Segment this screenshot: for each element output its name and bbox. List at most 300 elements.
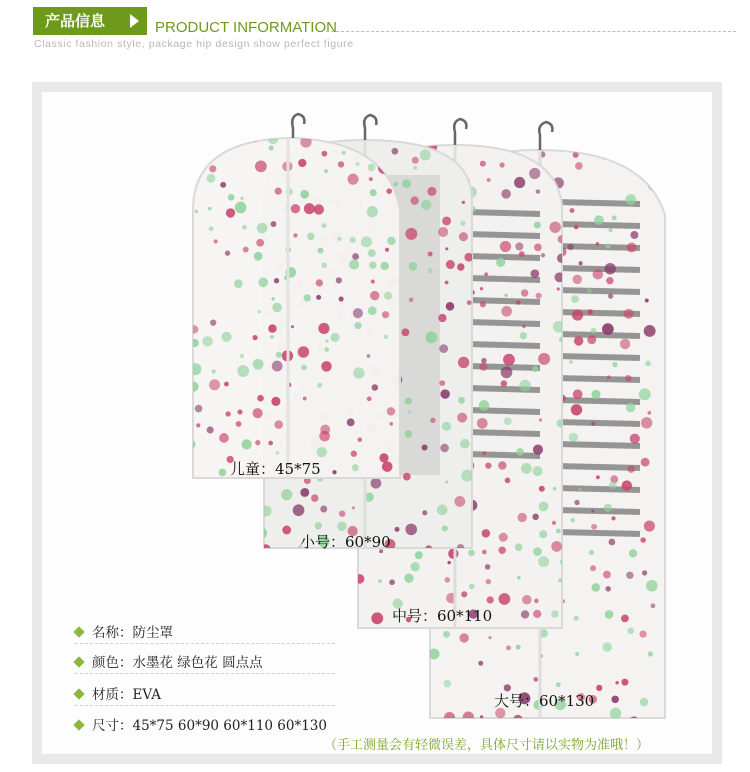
- polka-dot: [219, 469, 227, 477]
- polka-dot: [532, 366, 538, 372]
- polka-dot: [612, 362, 617, 367]
- polka-dot: [611, 696, 618, 703]
- polka-dot: [501, 366, 513, 378]
- polka-dot: [641, 417, 652, 428]
- polka-dot: [513, 715, 522, 724]
- polka-dot: [368, 249, 376, 257]
- polka-dot: [228, 194, 235, 201]
- polka-dot: [607, 375, 611, 379]
- size-label-small: 小号：60*90: [300, 533, 391, 551]
- polka-dot: [438, 314, 446, 322]
- polka-dot: [469, 583, 475, 589]
- polka-dot: [606, 146, 614, 154]
- polka-dot: [208, 207, 212, 211]
- polka-dot: [268, 324, 276, 332]
- polka-dot: [298, 346, 310, 358]
- polka-dot: [356, 162, 360, 166]
- polka-dot: [640, 698, 649, 707]
- polka-dot: [644, 521, 655, 532]
- polka-dot: [556, 682, 561, 687]
- size-label-child: 儿童：45*75: [230, 460, 321, 478]
- polka-dot: [460, 439, 470, 449]
- polka-dot: [272, 361, 283, 372]
- polka-dot: [498, 546, 506, 554]
- polka-dot: [642, 570, 647, 575]
- polka-dot: [190, 325, 198, 333]
- polka-dot: [603, 571, 611, 579]
- polka-dot: [486, 579, 491, 584]
- polka-dot: [645, 299, 649, 303]
- polka-dot: [293, 504, 305, 516]
- polka-dot: [209, 226, 214, 231]
- polka-dot: [202, 336, 212, 346]
- polka-dot: [337, 522, 347, 532]
- polka-dot: [591, 390, 600, 399]
- polka-dot: [274, 420, 283, 429]
- polka-dot: [646, 580, 658, 592]
- polka-dot: [643, 165, 650, 172]
- polka-dot: [606, 277, 613, 284]
- polka-dot: [591, 583, 600, 592]
- polka-dot: [332, 470, 336, 474]
- polka-dot: [393, 182, 398, 187]
- polka-dot: [370, 189, 377, 196]
- polka-dot: [258, 278, 268, 288]
- polka-dot: [620, 339, 630, 349]
- polka-dot: [514, 177, 525, 188]
- polka-dot: [533, 547, 542, 556]
- polka-dot: [234, 279, 243, 288]
- polka-dot: [605, 586, 610, 591]
- polka-dot: [257, 395, 264, 402]
- polka-dot: [325, 340, 328, 343]
- polka-dot: [596, 242, 600, 246]
- polka-dot: [405, 228, 417, 240]
- spec-divider: [75, 643, 335, 644]
- polka-dot: [252, 335, 257, 340]
- polka-dot: [317, 383, 322, 388]
- polka-dot: [207, 174, 216, 183]
- polka-dot: [304, 294, 311, 301]
- diamond-bullet-icon: [73, 656, 84, 667]
- polka-dot: [405, 397, 412, 404]
- polka-dot: [316, 279, 323, 286]
- polka-dot: [521, 289, 528, 296]
- polka-dot: [368, 164, 376, 172]
- polka-dot: [569, 360, 573, 364]
- polka-dot: [521, 610, 529, 618]
- polka-dot: [539, 418, 542, 421]
- polka-dot: [558, 578, 562, 582]
- polka-dot: [256, 239, 264, 247]
- polka-dot: [315, 522, 322, 529]
- polka-dot: [221, 332, 231, 342]
- polka-dot: [587, 309, 592, 314]
- polka-dot: [196, 423, 200, 427]
- polka-dot: [504, 417, 512, 425]
- polka-dot: [444, 712, 455, 723]
- polka-dot: [314, 204, 324, 214]
- polka-dot: [501, 306, 512, 317]
- polka-dot: [445, 577, 451, 583]
- polka-dot: [281, 489, 292, 500]
- polka-dot: [477, 418, 488, 429]
- polka-dot: [271, 397, 280, 406]
- polka-dot: [480, 287, 483, 290]
- polka-dot: [627, 465, 634, 472]
- polka-dot: [457, 263, 464, 270]
- polka-dot: [459, 633, 468, 642]
- polka-dot: [543, 720, 547, 724]
- polka-dot: [255, 160, 267, 172]
- polka-dot: [501, 380, 508, 387]
- polka-dot: [519, 251, 525, 257]
- polka-dot: [567, 244, 573, 250]
- polka-dot: [307, 233, 315, 241]
- polka-dot: [460, 221, 465, 226]
- polka-dot: [487, 596, 494, 603]
- polka-dot: [274, 278, 279, 283]
- polka-dot: [549, 221, 560, 232]
- polka-dot: [275, 188, 282, 195]
- polka-dot: [621, 679, 628, 686]
- polka-dot: [572, 309, 583, 320]
- polka-dot: [532, 466, 542, 476]
- polka-dot: [403, 473, 411, 481]
- polka-dot: [260, 505, 271, 516]
- polka-dot: [593, 269, 604, 280]
- polka-dot: [237, 365, 249, 377]
- polka-dot: [415, 551, 423, 559]
- polka-dot: [499, 137, 509, 147]
- polka-dot: [575, 652, 579, 656]
- polka-dot: [387, 237, 395, 245]
- polka-dot: [591, 422, 595, 426]
- polka-dot: [422, 510, 427, 515]
- polka-dot: [571, 295, 579, 303]
- polka-dot: [604, 263, 615, 274]
- polka-dot: [579, 261, 583, 265]
- polka-dot: [317, 447, 327, 457]
- polka-dot: [590, 565, 596, 571]
- polka-dot: [639, 149, 650, 160]
- polka-dot: [195, 210, 199, 214]
- polka-dot: [255, 440, 260, 445]
- polka-dot: [188, 381, 198, 391]
- polka-dot: [587, 288, 592, 293]
- polka-dot: [499, 162, 504, 167]
- polka-dot: [519, 380, 531, 392]
- polka-dot: [569, 433, 578, 442]
- polka-dot: [240, 197, 243, 200]
- polka-dot: [627, 243, 637, 253]
- polka-dot: [630, 434, 640, 444]
- polka-dot: [589, 550, 594, 555]
- polka-dot: [254, 252, 263, 261]
- polka-dot: [626, 403, 636, 413]
- polka-dot: [253, 359, 264, 370]
- polka-dot: [505, 478, 511, 484]
- polka-dot: [437, 505, 448, 516]
- polka-dot: [226, 208, 235, 217]
- polka-dot: [522, 325, 525, 328]
- polka-dot: [609, 481, 617, 489]
- polka-dot: [536, 189, 540, 193]
- polka-dot: [457, 413, 467, 423]
- polka-dot: [570, 208, 575, 213]
- polka-dot: [257, 310, 261, 314]
- polka-dot: [516, 448, 524, 456]
- diamond-bullet-icon: [73, 688, 84, 699]
- polka-dot: [439, 344, 448, 353]
- polka-dot: [369, 177, 373, 181]
- polka-dot: [608, 228, 612, 232]
- polka-dot: [483, 451, 487, 455]
- polka-dot: [367, 396, 372, 401]
- polka-dot: [269, 145, 274, 150]
- polka-dot: [591, 510, 594, 513]
- polka-dot: [503, 354, 515, 366]
- polka-dot: [573, 389, 583, 399]
- polka-dot: [322, 223, 327, 228]
- polka-dot: [539, 502, 549, 512]
- polka-dot: [255, 527, 267, 539]
- polka-dot: [615, 681, 618, 684]
- polka-dot: [639, 630, 646, 637]
- polka-dot: [382, 461, 393, 472]
- polka-dot: [291, 204, 300, 213]
- polka-dot: [408, 410, 411, 413]
- section-title: PRODUCT INFORMATION: [155, 19, 337, 36]
- polka-dot: [384, 292, 392, 300]
- polka-dot: [271, 297, 275, 301]
- polka-dot: [604, 504, 612, 512]
- polka-dot: [648, 651, 653, 656]
- polka-dot: [499, 533, 508, 542]
- polka-dot: [367, 354, 371, 358]
- polka-dot: [355, 574, 364, 583]
- polka-dot: [385, 248, 389, 252]
- spec-divider: [75, 705, 335, 706]
- polka-dot: [479, 400, 490, 411]
- polka-dot: [405, 524, 417, 536]
- polka-dot: [236, 421, 242, 427]
- polka-dot: [575, 162, 583, 170]
- polka-dot: [536, 293, 542, 299]
- polka-dot: [428, 268, 433, 273]
- polka-dot: [605, 243, 610, 248]
- polka-dot: [480, 301, 486, 307]
- polka-dot: [271, 221, 277, 227]
- polka-dot: [463, 712, 474, 723]
- polka-dot: [443, 631, 450, 638]
- polka-dot: [371, 478, 382, 489]
- polka-dot: [214, 239, 218, 243]
- polka-dot: [276, 352, 282, 358]
- polka-dot: [350, 237, 356, 243]
- polka-dot: [371, 280, 375, 284]
- polka-dot: [622, 480, 632, 490]
- polka-dot: [612, 215, 617, 220]
- polka-dot: [602, 642, 612, 652]
- polka-dot: [647, 411, 651, 415]
- polka-dot: [372, 384, 379, 391]
- polka-dot: [574, 616, 579, 621]
- polka-dot: [425, 331, 437, 343]
- polka-dot: [321, 262, 327, 268]
- polka-dot: [430, 418, 435, 423]
- polka-dot: [484, 272, 488, 276]
- polka-dot: [387, 407, 396, 416]
- polka-dot: [442, 137, 447, 142]
- polka-dot: [357, 437, 362, 442]
- polka-dot: [533, 444, 543, 454]
- polka-dot: [188, 440, 196, 448]
- polka-dot: [504, 293, 508, 297]
- size-label-large: 大号：60*130: [494, 692, 595, 710]
- polka-dot: [361, 236, 372, 247]
- polka-dot: [421, 444, 427, 450]
- polka-dot: [446, 302, 455, 311]
- polka-dot: [501, 189, 511, 199]
- polka-dot: [311, 494, 318, 501]
- diamond-bullet-icon: [73, 626, 84, 637]
- polka-dot: [552, 521, 556, 525]
- polka-dot: [324, 169, 328, 173]
- polka-dot: [461, 470, 473, 482]
- polka-dot: [203, 133, 210, 140]
- polka-dot: [409, 298, 414, 303]
- polka-dot: [574, 225, 579, 230]
- polka-dot: [371, 612, 383, 624]
- polka-dot: [482, 529, 491, 538]
- polka-dot: [596, 475, 600, 479]
- polka-dot: [551, 541, 562, 552]
- spec-item-name: 名称：防尘罩: [75, 621, 173, 641]
- polka-dot: [467, 300, 472, 305]
- polka-dot: [496, 258, 505, 267]
- polka-dot: [605, 610, 614, 619]
- polka-dot: [651, 603, 656, 608]
- polka-dot: [353, 367, 364, 378]
- polka-dot: [319, 431, 330, 442]
- polka-dot: [442, 525, 448, 531]
- polka-dot: [487, 178, 491, 182]
- polka-dot: [442, 422, 451, 431]
- polka-dot: [627, 628, 634, 635]
- polka-dot: [324, 347, 329, 352]
- polka-dot: [479, 363, 487, 371]
- polka-dot: [464, 253, 473, 262]
- polka-dot: [439, 380, 445, 386]
- polka-dot: [462, 201, 465, 204]
- polka-dot: [591, 328, 597, 334]
- polka-dot: [529, 168, 540, 179]
- polka-dot: [427, 187, 436, 196]
- polka-dot: [573, 152, 579, 158]
- polka-dot: [428, 252, 433, 257]
- polka-dot: [291, 325, 294, 328]
- polka-dot: [625, 194, 636, 205]
- polka-dot: [621, 614, 629, 622]
- polka-dot: [522, 595, 532, 605]
- polka-dot: [485, 564, 491, 570]
- polka-dot: [380, 262, 388, 270]
- polka-dot: [530, 269, 539, 278]
- polka-dot: [557, 287, 560, 290]
- polka-dot: [386, 188, 392, 194]
- polka-dot: [410, 196, 418, 204]
- polka-dot: [608, 539, 615, 546]
- polka-dot: [517, 513, 526, 522]
- polka-dot: [237, 132, 242, 137]
- polka-dot: [191, 339, 199, 347]
- polka-dot: [187, 136, 197, 146]
- polka-dot: [624, 309, 634, 319]
- polka-dot: [645, 361, 651, 367]
- polka-dot: [370, 291, 379, 300]
- polka-dot: [533, 677, 538, 682]
- polka-dot: [389, 579, 395, 585]
- polka-dot: [395, 527, 400, 532]
- polka-dot: [629, 549, 637, 557]
- polka-dot: [282, 526, 291, 535]
- polka-dot: [354, 322, 361, 329]
- spec-item-size: 尺寸：45*75 60*90 60*110 60*130: [75, 714, 327, 734]
- polka-dot: [640, 537, 646, 543]
- polka-dot: [594, 215, 604, 225]
- polka-dot: [301, 364, 307, 370]
- polka-dot: [243, 247, 249, 253]
- polka-dot: [413, 166, 417, 170]
- polka-dot: [459, 232, 468, 241]
- polka-dot: [321, 151, 327, 157]
- polka-dot: [272, 303, 282, 313]
- bag-child: [187, 114, 400, 478]
- polka-dot: [488, 636, 491, 639]
- polka-dot: [242, 225, 247, 230]
- polka-dot: [499, 593, 511, 605]
- polka-dot: [630, 231, 638, 239]
- polka-dot: [293, 233, 297, 237]
- polka-dot: [336, 277, 342, 283]
- polka-dot: [553, 487, 556, 490]
- size-label-medium: 中号：60*110: [392, 607, 493, 625]
- polka-dot: [539, 530, 547, 538]
- polka-dot: [534, 244, 542, 252]
- polka-dot: [401, 328, 409, 336]
- polka-dot: [268, 441, 273, 446]
- polka-dot: [212, 369, 216, 373]
- polka-dot: [410, 562, 419, 571]
- polka-dot: [225, 411, 230, 416]
- polka-dot: [318, 323, 329, 334]
- polka-dot: [298, 159, 306, 167]
- polka-dot: [629, 716, 638, 725]
- polka-dot: [219, 433, 229, 443]
- polka-dot: [352, 506, 355, 509]
- polka-dot: [587, 335, 596, 344]
- polka-dot: [337, 237, 341, 241]
- polka-dot: [516, 300, 521, 305]
- polka-dot: [556, 529, 561, 534]
- polka-dot: [551, 610, 558, 617]
- polka-dot: [644, 325, 656, 337]
- polka-dot: [195, 405, 203, 413]
- polka-dot: [440, 444, 449, 453]
- polka-dot: [338, 161, 344, 167]
- polka-dot: [468, 550, 475, 557]
